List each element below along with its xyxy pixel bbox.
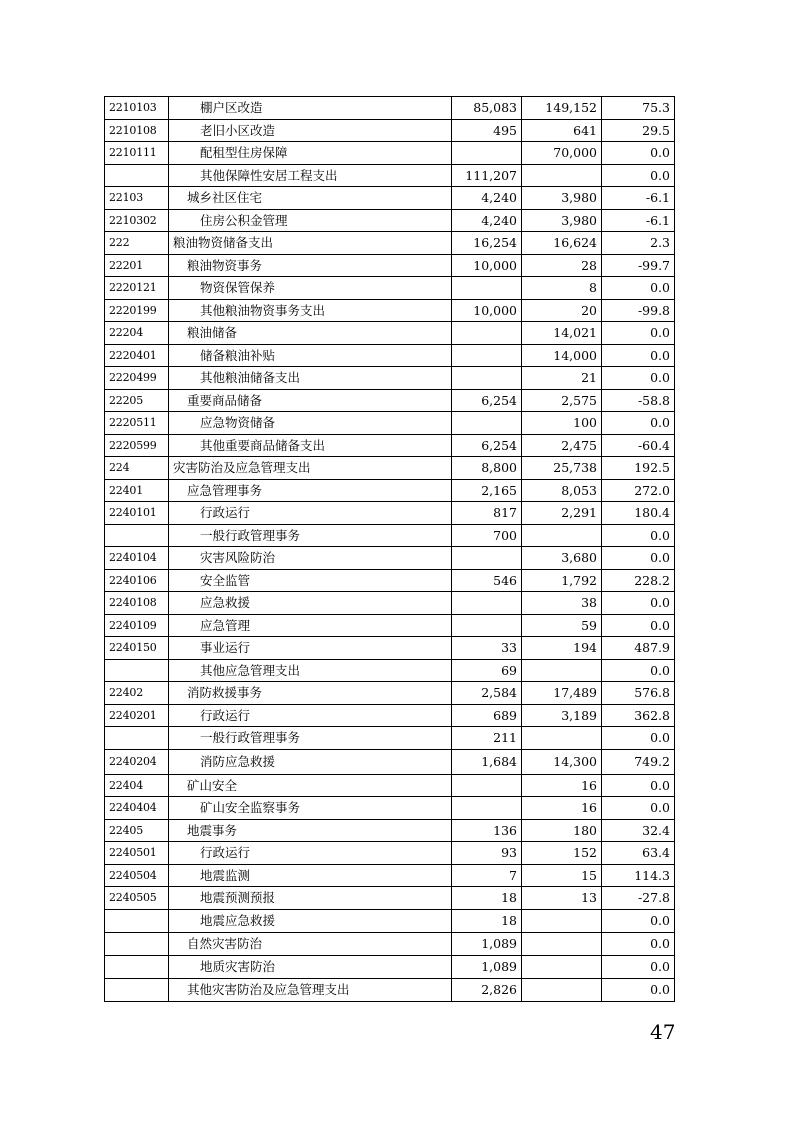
row-name: 行政运行 — [169, 842, 452, 865]
table-row — [105, 797, 675, 820]
table-row — [105, 277, 675, 300]
row-value-3: 228.2 — [602, 569, 675, 592]
row-code: 2240504 — [105, 864, 169, 887]
row-name: 棚户区改造 — [169, 97, 452, 120]
row-name: 其他保障性安居工程支出 — [169, 164, 452, 187]
table-row — [105, 367, 675, 390]
row-name: 矿山安全监察事务 — [169, 797, 452, 820]
row-value-2: 28 — [522, 254, 602, 277]
row-value-2: 59 — [522, 614, 602, 637]
table-row — [105, 479, 675, 502]
row-value-3: 0.0 — [602, 277, 675, 300]
row-code — [105, 727, 169, 750]
row-code: 2240104 — [105, 547, 169, 570]
row-value-1: 136 — [452, 819, 522, 842]
row-value-1: 4,240 — [452, 209, 522, 232]
row-value-3: 0.0 — [602, 797, 675, 820]
row-name: 应急管理 — [169, 614, 452, 637]
row-code: 22204 — [105, 322, 169, 345]
row-value-2 — [522, 524, 602, 547]
row-value-1 — [452, 142, 522, 165]
row-name: 应急管理事务 — [169, 479, 452, 502]
row-value-1: 93 — [452, 842, 522, 865]
row-value-3: 0.0 — [602, 344, 675, 367]
row-name: 地震应急救援 — [169, 909, 452, 932]
row-code: 22201 — [105, 254, 169, 277]
row-value-3: -99.7 — [602, 254, 675, 277]
row-value-2: 3,680 — [522, 547, 602, 570]
row-value-3: 0.0 — [602, 164, 675, 187]
row-code: 22402 — [105, 682, 169, 705]
row-value-2: 20 — [522, 299, 602, 322]
row-value-2: 70,000 — [522, 142, 602, 165]
row-value-2: 100 — [522, 412, 602, 435]
row-name: 安全监管 — [169, 569, 452, 592]
row-value-1: 33 — [452, 637, 522, 660]
row-value-3: -27.8 — [602, 887, 675, 910]
row-value-2: 14,000 — [522, 344, 602, 367]
row-name: 粮油储备 — [169, 322, 452, 345]
row-value-1 — [452, 322, 522, 345]
table-row — [105, 704, 675, 727]
table-row — [105, 142, 675, 165]
row-value-3: 0.0 — [602, 614, 675, 637]
row-value-3: 487.9 — [602, 637, 675, 660]
row-value-2: 15 — [522, 864, 602, 887]
row-value-1: 111,207 — [452, 164, 522, 187]
row-code — [105, 932, 169, 955]
table-row — [105, 502, 675, 525]
row-value-2 — [522, 909, 602, 932]
row-name: 老旧小区改造 — [169, 119, 452, 142]
row-value-2 — [522, 932, 602, 955]
row-code — [105, 909, 169, 932]
row-value-1 — [452, 412, 522, 435]
row-name: 储备粮油补贴 — [169, 344, 452, 367]
table-row — [105, 682, 675, 705]
table-row — [105, 209, 675, 232]
row-value-3: -6.1 — [602, 209, 675, 232]
row-code — [105, 164, 169, 187]
row-value-1: 2,584 — [452, 682, 522, 705]
row-value-1: 817 — [452, 502, 522, 525]
row-value-3: 0.0 — [602, 322, 675, 345]
row-code: 2240109 — [105, 614, 169, 637]
row-value-2: 2,475 — [522, 434, 602, 457]
row-name: 住房公积金管理 — [169, 209, 452, 232]
row-value-1: 211 — [452, 727, 522, 750]
row-value-3: 0.0 — [602, 978, 675, 1001]
row-value-2: 21 — [522, 367, 602, 390]
row-code: 2210302 — [105, 209, 169, 232]
row-code: 22401 — [105, 479, 169, 502]
table-row — [105, 412, 675, 435]
row-value-3: 29.5 — [602, 119, 675, 142]
row-code — [105, 524, 169, 547]
row-value-3: 0.0 — [602, 592, 675, 615]
row-value-1: 16,254 — [452, 232, 522, 255]
row-value-1 — [452, 592, 522, 615]
row-value-3: 0.0 — [602, 909, 675, 932]
row-value-1: 1,089 — [452, 955, 522, 978]
row-value-2: 3,980 — [522, 209, 602, 232]
table-row — [105, 842, 675, 865]
row-name: 消防救援事务 — [169, 682, 452, 705]
row-name: 地质灾害防治 — [169, 955, 452, 978]
table-row — [105, 592, 675, 615]
table-row — [105, 232, 675, 255]
table-row — [105, 955, 675, 978]
row-value-2 — [522, 727, 602, 750]
row-value-1: 85,083 — [452, 97, 522, 120]
row-value-1: 18 — [452, 887, 522, 910]
row-value-2: 3,189 — [522, 704, 602, 727]
row-name: 其他重要商品储备支出 — [169, 434, 452, 457]
row-value-2 — [522, 164, 602, 187]
row-value-2 — [522, 955, 602, 978]
row-code: 22205 — [105, 389, 169, 412]
row-value-1: 18 — [452, 909, 522, 932]
table-row — [105, 299, 675, 322]
row-value-1 — [452, 774, 522, 797]
table-row — [105, 727, 675, 750]
table-row — [105, 547, 675, 570]
row-value-1: 546 — [452, 569, 522, 592]
row-name: 其他应急管理支出 — [169, 659, 452, 682]
row-code: 2220401 — [105, 344, 169, 367]
row-name: 地震监测 — [169, 864, 452, 887]
row-name: 应急物资储备 — [169, 412, 452, 435]
row-name: 一般行政管理事务 — [169, 524, 452, 547]
table-row — [105, 932, 675, 955]
row-name: 其他粮油物资事务支出 — [169, 299, 452, 322]
row-value-3: 0.0 — [602, 367, 675, 390]
row-code: 2220599 — [105, 434, 169, 457]
row-code: 2240101 — [105, 502, 169, 525]
row-value-1: 6,254 — [452, 434, 522, 457]
row-value-1: 2,826 — [452, 978, 522, 1001]
row-name: 其他灾害防治及应急管理支出 — [169, 978, 452, 1001]
row-value-3: 0.0 — [602, 659, 675, 682]
row-code: 22103 — [105, 187, 169, 210]
row-code: 2210103 — [105, 97, 169, 120]
table-row — [105, 524, 675, 547]
table-row — [105, 434, 675, 457]
table-row — [105, 97, 675, 120]
row-value-2: 641 — [522, 119, 602, 142]
row-name: 自然灾害防治 — [169, 932, 452, 955]
row-name: 物资保管保养 — [169, 277, 452, 300]
row-value-1 — [452, 797, 522, 820]
row-value-1: 495 — [452, 119, 522, 142]
row-value-3: -6.1 — [602, 187, 675, 210]
row-value-1 — [452, 277, 522, 300]
table-row — [105, 119, 675, 142]
row-value-1 — [452, 547, 522, 570]
row-name: 地震预测预报 — [169, 887, 452, 910]
row-value-1 — [452, 367, 522, 390]
row-value-3: 2.3 — [602, 232, 675, 255]
row-value-2: 16,624 — [522, 232, 602, 255]
row-value-1: 2,165 — [452, 479, 522, 502]
row-code: 2220199 — [105, 299, 169, 322]
row-value-3: 75.3 — [602, 97, 675, 120]
table-row — [105, 659, 675, 682]
table-row — [105, 322, 675, 345]
row-code: 2220511 — [105, 412, 169, 435]
row-value-1: 8,800 — [452, 457, 522, 480]
row-value-1: 10,000 — [452, 254, 522, 277]
row-value-2: 149,152 — [522, 97, 602, 120]
row-name: 灾害风险防治 — [169, 547, 452, 570]
row-name: 行政运行 — [169, 704, 452, 727]
table-row — [105, 614, 675, 637]
row-code: 22405 — [105, 819, 169, 842]
row-code: 2240150 — [105, 637, 169, 660]
row-value-3: -58.8 — [602, 389, 675, 412]
budget-table — [104, 96, 675, 1002]
row-value-1: 10,000 — [452, 299, 522, 322]
row-value-3: 749.2 — [602, 749, 675, 774]
table-row — [105, 254, 675, 277]
row-code: 2220121 — [105, 277, 169, 300]
row-value-2: 13 — [522, 887, 602, 910]
row-value-2: 25,738 — [522, 457, 602, 480]
row-value-3: 0.0 — [602, 932, 675, 955]
row-code: 2240106 — [105, 569, 169, 592]
row-value-3: 272.0 — [602, 479, 675, 502]
table-row — [105, 909, 675, 932]
row-code — [105, 955, 169, 978]
row-value-2: 14,021 — [522, 322, 602, 345]
table-row — [105, 187, 675, 210]
row-value-2: 2,291 — [522, 502, 602, 525]
row-value-1 — [452, 344, 522, 367]
row-name: 粮油物资事务 — [169, 254, 452, 277]
row-name: 行政运行 — [169, 502, 452, 525]
budget-table-body — [105, 97, 675, 1002]
table-row — [105, 637, 675, 660]
row-value-3: 32.4 — [602, 819, 675, 842]
table-row — [105, 569, 675, 592]
table-row — [105, 819, 675, 842]
row-value-1: 689 — [452, 704, 522, 727]
row-value-3: 0.0 — [602, 412, 675, 435]
row-value-3: 0.0 — [602, 547, 675, 570]
row-name: 地震事务 — [169, 819, 452, 842]
row-name: 应急救援 — [169, 592, 452, 615]
row-name: 一般行政管理事务 — [169, 727, 452, 750]
row-code: 2220499 — [105, 367, 169, 390]
table-row — [105, 457, 675, 480]
row-value-3: 0.0 — [602, 524, 675, 547]
table-row — [105, 864, 675, 887]
row-value-2 — [522, 978, 602, 1001]
row-value-3: -99.8 — [602, 299, 675, 322]
row-value-1: 4,240 — [452, 187, 522, 210]
table-row — [105, 887, 675, 910]
row-value-1: 1,089 — [452, 932, 522, 955]
row-value-3: 362.8 — [602, 704, 675, 727]
row-name: 其他粮油储备支出 — [169, 367, 452, 390]
row-code — [105, 659, 169, 682]
table-row — [105, 344, 675, 367]
row-code: 22404 — [105, 774, 169, 797]
row-code: 2240505 — [105, 887, 169, 910]
row-value-2: 3,980 — [522, 187, 602, 210]
row-value-3: 180.4 — [602, 502, 675, 525]
row-value-2: 8,053 — [522, 479, 602, 502]
row-value-2: 16 — [522, 797, 602, 820]
row-value-2: 8 — [522, 277, 602, 300]
row-value-2: 17,489 — [522, 682, 602, 705]
row-value-2: 14,300 — [522, 749, 602, 774]
row-code: 2240201 — [105, 704, 169, 727]
row-code — [105, 978, 169, 1001]
row-code: 2240204 — [105, 749, 169, 774]
row-code: 2210108 — [105, 119, 169, 142]
row-value-1 — [452, 614, 522, 637]
row-value-2: 38 — [522, 592, 602, 615]
row-name: 城乡社区住宅 — [169, 187, 452, 210]
row-name: 消防应急救援 — [169, 749, 452, 774]
row-value-3: 192.5 — [602, 457, 675, 480]
row-code: 2240404 — [105, 797, 169, 820]
table-row — [105, 164, 675, 187]
row-value-3: -60.4 — [602, 434, 675, 457]
row-name: 事业运行 — [169, 637, 452, 660]
row-name: 矿山安全 — [169, 774, 452, 797]
row-name: 配租型住房保障 — [169, 142, 452, 165]
table-row — [105, 774, 675, 797]
page-number: 47 — [650, 1020, 676, 1044]
row-value-1: 1,684 — [452, 749, 522, 774]
row-value-2: 1,792 — [522, 569, 602, 592]
row-name: 重要商品储备 — [169, 389, 452, 412]
row-code: 2210111 — [105, 142, 169, 165]
row-value-3: 0.0 — [602, 955, 675, 978]
row-value-1: 69 — [452, 659, 522, 682]
row-code: 2240501 — [105, 842, 169, 865]
row-code: 224 — [105, 457, 169, 480]
table-row — [105, 749, 675, 774]
row-value-3: 114.3 — [602, 864, 675, 887]
row-value-2: 180 — [522, 819, 602, 842]
row-value-1: 7 — [452, 864, 522, 887]
row-value-3: 576.8 — [602, 682, 675, 705]
row-value-2: 16 — [522, 774, 602, 797]
row-name: 粮油物资储备支出 — [169, 232, 452, 255]
row-code: 2240108 — [105, 592, 169, 615]
table-row — [105, 389, 675, 412]
row-value-3: 0.0 — [602, 727, 675, 750]
row-name: 灾害防治及应急管理支出 — [169, 457, 452, 480]
row-value-1: 6,254 — [452, 389, 522, 412]
row-value-2: 152 — [522, 842, 602, 865]
row-value-2 — [522, 659, 602, 682]
row-value-3: 0.0 — [602, 142, 675, 165]
row-value-3: 63.4 — [602, 842, 675, 865]
row-value-2: 2,575 — [522, 389, 602, 412]
row-value-3: 0.0 — [602, 774, 675, 797]
row-code: 222 — [105, 232, 169, 255]
row-value-1: 700 — [452, 524, 522, 547]
table-row — [105, 978, 675, 1001]
row-value-2: 194 — [522, 637, 602, 660]
